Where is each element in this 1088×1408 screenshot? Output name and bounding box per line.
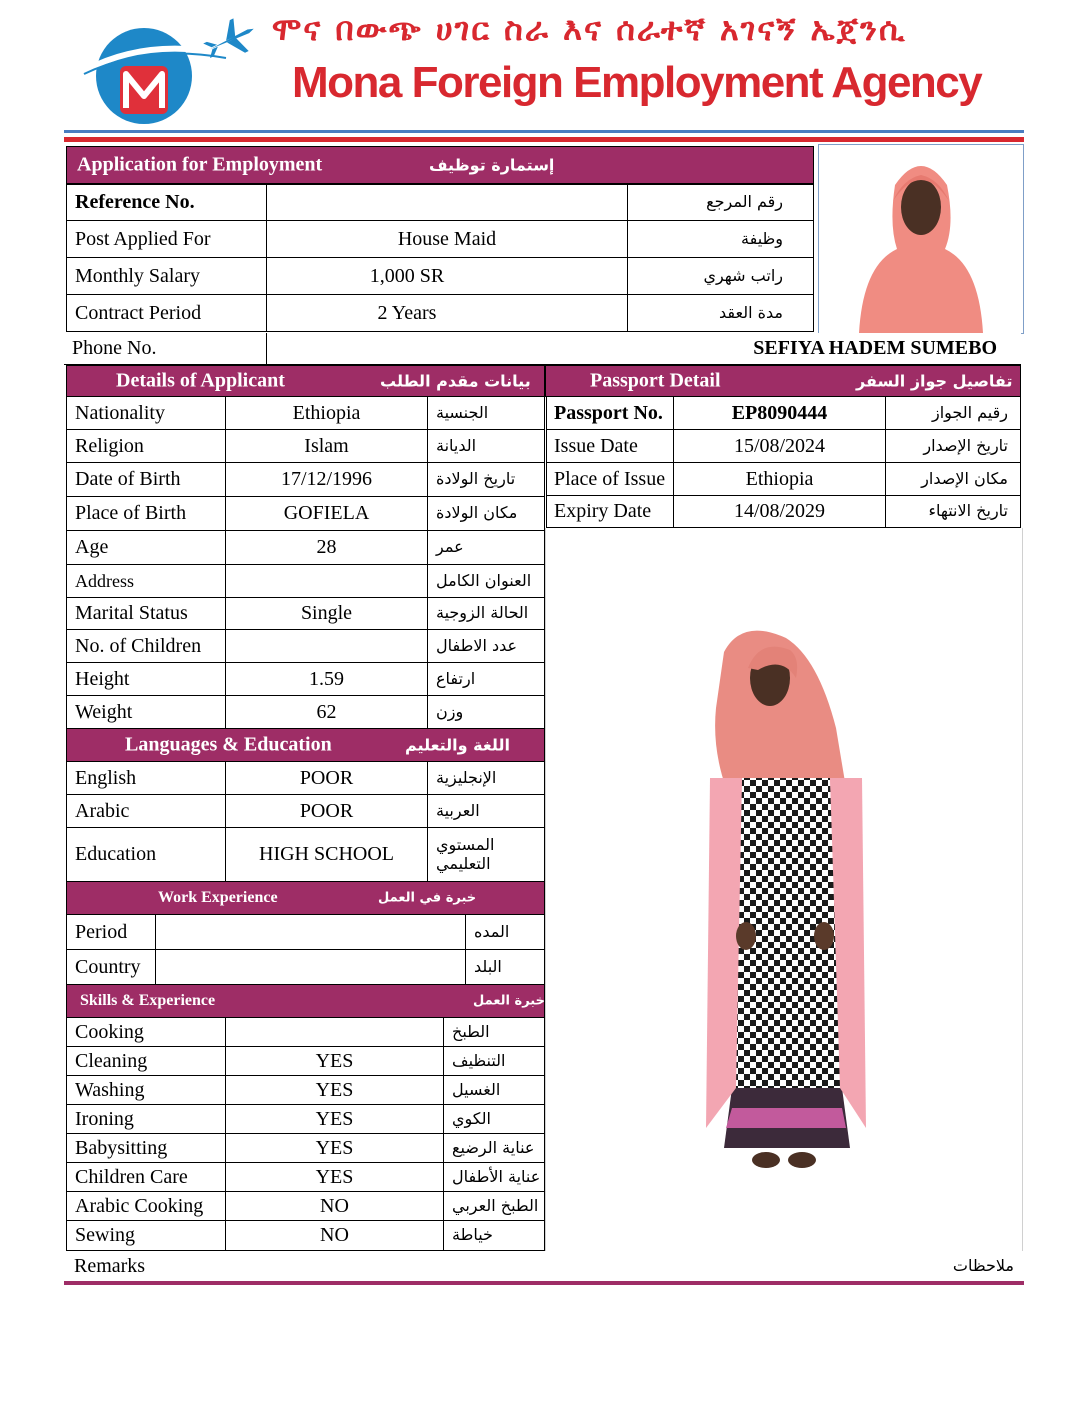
period-label: Period — [66, 914, 156, 950]
issue-date-label-arabic: تاريخ الإصدار — [885, 429, 1021, 463]
agency-name-english: Mona Foreign Employment Agency — [292, 58, 982, 107]
arabic-label-arabic: العربية — [427, 794, 545, 828]
languages-title-arabic: اللغة والتعليم — [405, 735, 510, 755]
arabic-value: POOR — [225, 794, 428, 828]
contract-label: Contract Period — [66, 294, 267, 332]
weight-label-arabic: وزن — [427, 695, 545, 729]
agency-logo — [76, 18, 256, 128]
washing-label-arabic: الغسيل — [443, 1075, 545, 1105]
washing-value: YES — [225, 1075, 444, 1105]
babysitting-value: YES — [225, 1133, 444, 1163]
children-label: No. of Children — [66, 629, 226, 663]
education-value: HIGH SCHOOL — [225, 827, 428, 882]
salary-label-arabic: راتب شهري — [627, 257, 814, 295]
salary-label: Monthly Salary — [66, 257, 267, 295]
reference-value — [266, 184, 628, 221]
ironing-label: Ironing — [66, 1104, 226, 1134]
arabic-cooking-label-arabic: الطبخ العربي — [443, 1191, 545, 1221]
children-care-label-arabic: عناية الأطفال — [443, 1162, 545, 1192]
sewing-label-arabic: خياطة — [443, 1220, 545, 1251]
marital-status-value: Single — [225, 597, 428, 630]
portrait-photo — [819, 145, 1023, 333]
education-label: Education — [66, 827, 226, 882]
dob-label-arabic: تاريخ الولادة — [427, 462, 545, 497]
nationality-label-arabic: الجنسية — [427, 396, 545, 430]
pob-label: Place of Birth — [66, 496, 226, 531]
skills-header — [66, 984, 545, 1018]
period-value — [155, 914, 466, 950]
portrait-photo-frame — [818, 144, 1024, 334]
remarks-label-arabic: ملاحظات — [952, 1255, 1014, 1275]
passport-number-label-arabic: رقيم الجواز — [885, 396, 1021, 430]
education-label-arabic-line1: المستوي — [436, 835, 495, 855]
work-experience-header — [66, 881, 545, 915]
babysitting-label: Babysitting — [66, 1133, 226, 1163]
country-value — [155, 949, 466, 985]
period-label-arabic: المده — [465, 914, 545, 950]
expiry-date-label: Expiry Date — [546, 495, 674, 528]
full-body-photo — [546, 528, 1022, 1250]
marital-status-label: Marital Status — [66, 597, 226, 630]
ironing-value: YES — [225, 1104, 444, 1134]
country-label-arabic: البلد — [465, 949, 545, 985]
dob-label: Date of Birth — [66, 462, 226, 497]
nationality-label: Nationality — [66, 396, 226, 430]
marital-status-label-arabic: الحالة الزوجية — [427, 597, 545, 630]
applicant-details-title-arabic: بيانات مقدم الطلب — [380, 371, 531, 391]
place-of-issue-label-arabic: مكان الإصدار — [885, 462, 1021, 496]
passport-title: Passport Detail — [590, 369, 721, 392]
cleaning-value: YES — [225, 1046, 444, 1076]
education-label-arabic — [427, 827, 545, 882]
contract-label-arabic: مدة العقد — [627, 294, 814, 332]
religion-value: Islam — [225, 429, 428, 463]
cooking-label: Cooking — [66, 1017, 226, 1047]
age-label-arabic: عمر — [427, 530, 545, 565]
place-of-issue-value: Ethiopia — [673, 462, 886, 496]
babysitting-label-arabic: عناية الرضيع — [443, 1133, 545, 1163]
remarks-row — [64, 1251, 1024, 1281]
contract-value: 2 Years — [266, 294, 628, 332]
age-label: Age — [66, 530, 226, 565]
cooking-label-arabic: الطبخ — [443, 1017, 545, 1047]
passport-number-label: Passport No. — [546, 396, 674, 430]
post-label-arabic: وظيفة — [627, 220, 814, 258]
reference-label: Reference No. — [66, 184, 267, 221]
cleaning-label: Cleaning — [66, 1046, 226, 1076]
languages-header — [66, 728, 545, 762]
header-rule-blue — [64, 130, 1024, 133]
skills-title-arabic: خبرة العمل — [473, 993, 545, 1009]
english-value: POOR — [225, 761, 428, 795]
children-care-value: YES — [225, 1162, 444, 1192]
remarks-label: Remarks — [74, 1254, 146, 1277]
applicant-details-header — [66, 365, 545, 397]
education-label-arabic-line2: التعليمي — [436, 853, 491, 873]
height-label-arabic: ارتفاع — [427, 662, 545, 696]
pob-label-arabic: مكان الولادة — [427, 496, 545, 531]
religion-label-arabic: الديانة — [427, 429, 545, 463]
passport-title-arabic: تفاصيل جواز السفر — [856, 371, 1013, 391]
reference-label-arabic: رقم المرجع — [627, 184, 814, 221]
application-title: Application for Employment — [77, 153, 323, 176]
full-body-photo-frame — [545, 528, 1023, 1252]
height-label: Height — [66, 662, 226, 696]
expiry-date-label-arabic: تاريخ الانتهاء — [885, 495, 1021, 528]
post-label: Post Applied For — [66, 220, 267, 258]
post-value: House Maid — [266, 220, 628, 258]
ironing-label-arabic: الكوي — [443, 1104, 545, 1134]
footer-rule — [64, 1281, 1024, 1285]
height-value: 1.59 — [225, 662, 428, 696]
cleaning-label-arabic: التنظيف — [443, 1046, 545, 1076]
weight-value: 62 — [225, 695, 428, 729]
applicant-details-title: Details of Applicant — [116, 369, 285, 392]
expiry-date-value: 14/08/2029 — [673, 495, 886, 528]
children-label-arabic: عدد الاطفال — [427, 629, 545, 663]
arabic-cooking-label: Arabic Cooking — [66, 1191, 226, 1221]
children-care-label: Children Care — [66, 1162, 226, 1192]
application-title-arabic: إستمارة توظيف — [429, 155, 555, 175]
address-label: Address — [66, 564, 226, 598]
skills-title: Skills & Experience — [80, 992, 216, 1009]
religion-label: Religion — [66, 429, 226, 463]
agency-name-amharic: ሞና በውጭ ሀገር ስራ እና ሰራተኛ አገናኝ ኤጀንሲ — [272, 10, 907, 48]
arabic-label: Arabic — [66, 794, 226, 828]
salary-value: 1,000 SR — [266, 257, 628, 295]
applicant-name: SEFIYA HADEM SUMEBO — [543, 333, 1021, 365]
address-label-arabic: العنوان الكامل — [427, 564, 545, 598]
country-label: Country — [66, 949, 156, 985]
children-value — [225, 629, 428, 663]
weight-label: Weight — [66, 695, 226, 729]
pob-value: GOFIELA — [225, 496, 428, 531]
phone-label: Phone No. — [64, 333, 267, 365]
dob-value: 17/12/1996 — [225, 462, 428, 497]
sewing-value: NO — [225, 1220, 444, 1251]
issue-date-value: 15/08/2024 — [673, 429, 886, 463]
sewing-label: Sewing — [66, 1220, 226, 1251]
application-header — [66, 146, 814, 184]
issue-date-label: Issue Date — [546, 429, 674, 463]
work-experience-title: Work Experience — [158, 889, 278, 906]
age-value: 28 — [225, 530, 428, 565]
phone-value — [266, 333, 544, 365]
passport-header — [545, 365, 1021, 397]
place-of-issue-label: Place of Issue — [546, 462, 674, 496]
work-experience-title-arabic: خبرة في العمل — [378, 890, 477, 906]
nationality-value: Ethiopia — [225, 396, 428, 430]
header-rule-red — [64, 137, 1024, 142]
washing-label: Washing — [66, 1075, 226, 1105]
cooking-value — [225, 1017, 444, 1047]
passport-number-value: EP8090444 — [673, 396, 886, 430]
english-label: English — [66, 761, 226, 795]
english-label-arabic: الإنجليزية — [427, 761, 545, 795]
address-value — [225, 564, 428, 598]
languages-title: Languages & Education — [125, 733, 332, 756]
arabic-cooking-value: NO — [225, 1191, 444, 1221]
